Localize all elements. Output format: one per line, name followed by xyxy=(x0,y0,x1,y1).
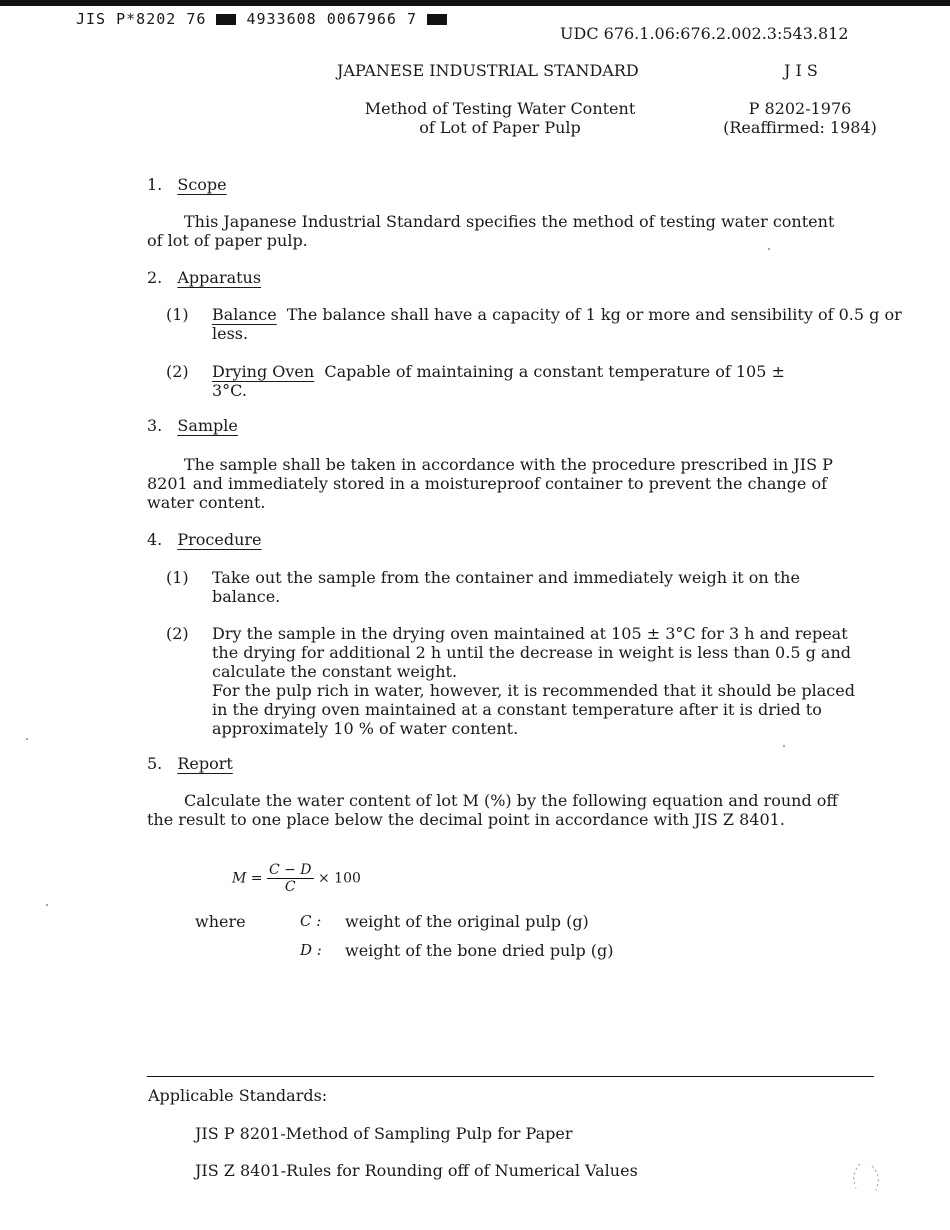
section-report-heading xyxy=(147,754,233,773)
scan-speck xyxy=(26,738,28,740)
document-title xyxy=(340,99,660,137)
section-number: 4. xyxy=(147,530,163,549)
water-content-equation xyxy=(232,862,361,895)
definition-symbol: C : xyxy=(300,912,322,930)
where-label: where xyxy=(195,912,246,931)
definition-text: weight of the original pulp (g) xyxy=(345,912,589,931)
applicable-standards-heading: Applicable Standards: xyxy=(148,1086,328,1105)
item-term: Drying Oven xyxy=(212,362,315,381)
standard-number-block xyxy=(710,99,890,137)
item-number: (1) xyxy=(166,568,189,587)
title-line-2: of Lot of Paper Pulp xyxy=(419,118,581,137)
standard-type: JAPANESE INDUSTRIAL STANDARD xyxy=(337,61,639,80)
section-apparatus-heading xyxy=(147,268,261,287)
title-line-1: Method of Testing Water Content xyxy=(364,99,636,118)
scan-speck xyxy=(783,745,785,747)
apparatus-item-drying-oven xyxy=(212,362,812,400)
section-number: 2. xyxy=(147,268,163,287)
catalog-line xyxy=(76,10,447,28)
jis-mark: J I S xyxy=(784,61,818,80)
scan-mark-icon xyxy=(846,1160,886,1196)
definition-symbol: D : xyxy=(300,941,322,959)
equation-lhs: M = xyxy=(232,870,263,887)
section-scope-heading xyxy=(147,175,227,194)
applicable-standard-item: JIS P 8201-Method of Sampling Pulp for Paper xyxy=(195,1124,573,1143)
item-term: Balance xyxy=(212,305,277,324)
procedure-step-2 xyxy=(212,624,857,738)
scope-paragraph: This Japanese Industrial Standard specifies the method of testing water content of lot of paper pulp. xyxy=(147,212,835,250)
section-sample-heading xyxy=(147,416,238,435)
bar-block-icon xyxy=(427,14,447,25)
equation-fraction xyxy=(267,862,314,895)
udc-code: UDC 676.1.06:676.2.002.3:543.812 xyxy=(560,24,849,43)
procedure-step-1: Take out the sample from the container and immediately weigh it on the balance. xyxy=(212,568,800,606)
equation-denominator: C xyxy=(284,879,296,895)
section-number: 1. xyxy=(147,175,163,194)
sample-paragraph: The sample shall be taken in accordance with the procedure prescribed in JIS P 8201 and immediately stored in a moistureproof container to prevent the change of water content. xyxy=(147,455,833,512)
section-title: Apparatus xyxy=(177,268,262,287)
catalog-code: JIS P*8202 76 xyxy=(76,10,207,28)
scan-speck xyxy=(768,248,770,250)
reaffirmed-date: (Reaffirmed: 1984) xyxy=(723,118,877,137)
equation-multiplier: × 100 xyxy=(318,870,361,887)
item-text: Capable of maintaining a constant temperature of 105 ± 3°C. xyxy=(212,362,785,400)
equation-numerator: C − D xyxy=(268,862,312,878)
section-title: Report xyxy=(177,754,233,773)
applicable-standard-item: JIS Z 8401-Rules for Rounding off of Numerical Values xyxy=(195,1161,638,1180)
standard-number: P 8202-1976 xyxy=(748,99,852,118)
section-number: 5. xyxy=(147,754,163,773)
section-title: Sample xyxy=(177,416,238,435)
scan-speck xyxy=(46,904,48,906)
section-title: Procedure xyxy=(177,530,262,549)
section-number: 3. xyxy=(147,416,163,435)
item-number: (2) xyxy=(166,624,189,643)
catalog-number: 4933608 0067966 7 xyxy=(246,10,417,28)
apparatus-item-balance xyxy=(212,305,902,343)
section-title: Scope xyxy=(177,175,227,194)
item-text: The balance shall have a capacity of 1 kg or more and sensibility of 0.5 g or less. xyxy=(212,305,902,343)
procedure-step-2-text: Dry the sample in the drying oven maintained at 105 ± 3°C for 3 h and repeat the drying for additional 2 h until the decrease in weight is less than 0.5 g and calculate the constant weight. xyxy=(212,624,851,681)
bar-block-icon xyxy=(216,14,236,25)
footer-divider xyxy=(147,1076,874,1077)
top-border-rule xyxy=(0,0,950,6)
item-number: (2) xyxy=(166,362,189,381)
procedure-step-2-note: For the pulp rich in water, however, it is recommended that it should be placed in the drying oven maintained at a constant temperature after it is dried to approximately 10 % of water content. xyxy=(212,681,855,738)
definition-text: weight of the bone dried pulp (g) xyxy=(345,941,614,960)
report-paragraph: Calculate the water content of lot M (%) by the following equation and round off the result to one place below the decimal point in accordance with JIS Z 8401. xyxy=(147,791,838,829)
item-number: (1) xyxy=(166,305,189,324)
section-procedure-heading xyxy=(147,530,262,549)
